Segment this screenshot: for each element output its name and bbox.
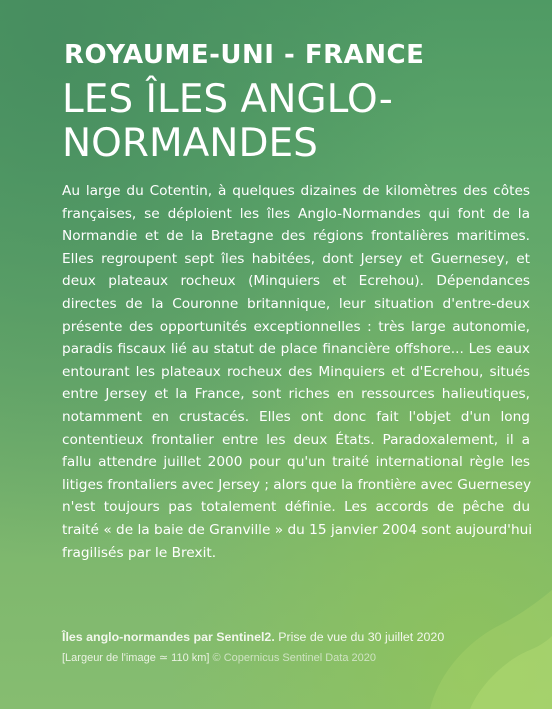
body-line: n'est toujours pas totalement définie. Les accords de pêche du: [62, 499, 530, 516]
image-caption-details: [62, 651, 522, 664]
caption-date: Prise de vue du 30 juillet 2020: [274, 630, 445, 644]
page-title: [62, 78, 532, 166]
body-line: contentieux frontalier entre les deux États. Paradoxalement, il a: [62, 431, 530, 448]
title-line: NORMANDES: [62, 121, 318, 166]
image-caption: [62, 630, 522, 644]
body-line: Normandie et de la Bretagne des régions frontalières maritimes.: [62, 228, 530, 245]
title-line: LES ÎLES ANGLO-: [62, 77, 393, 122]
body-line: directes de la Couronne britannique, leur situation d'entre-deux: [62, 295, 530, 312]
body-line: Au large du Cotentin, à quelques dizaines de kilomètres des côtes: [62, 183, 530, 199]
body-line: françaises, se déploient les îles Anglo-Normandes qui font de la: [62, 205, 530, 222]
caption-title: Îles anglo-normandes par Sentinel2.: [62, 630, 275, 644]
caption-width: [Largeur de l'image ≃ 110 km]: [62, 652, 210, 664]
body-line: Elles regroupent sept îles habitées, dont Jersey et Guernesey, et: [62, 250, 530, 267]
body-line: paradis fiscaux lié au statut de place financière offshore... Les eaux: [62, 341, 530, 358]
body-line: entourant les plateaux rocheux des Minquiers et d'Ecrehou, situés: [62, 363, 530, 380]
body-line: entre Jersey et la France, sont riches en ressources halieutiques,: [62, 386, 530, 403]
body-line: présente des opportunités exceptionnelles : très large autonomie,: [62, 318, 530, 335]
body-line: litiges frontaliers avec Jersey ; alors que la frontière avec Guernesey: [62, 476, 532, 493]
body-line: notamment en crustacés. Elles ont donc fait l'objet d'un long: [62, 408, 530, 425]
kicker-heading: ROYAUME-UNI - FRANCE: [64, 40, 425, 70]
body-line: fragilisés par le Brexit.: [62, 544, 217, 561]
body-line: traité « de la baie de Granville » du 15 janvier 2004 sont aujourd'hui: [62, 521, 533, 538]
body-text: [62, 180, 533, 564]
body-line: fallu attendre juillet 2000 pour qu'un traité international règle les: [62, 454, 530, 471]
body-line: deux plateaux rocheux (Minquiers et Ecrehou). Dépendances: [62, 273, 530, 290]
caption-credit: © Copernicus Sentinel Data 2020: [212, 652, 376, 664]
